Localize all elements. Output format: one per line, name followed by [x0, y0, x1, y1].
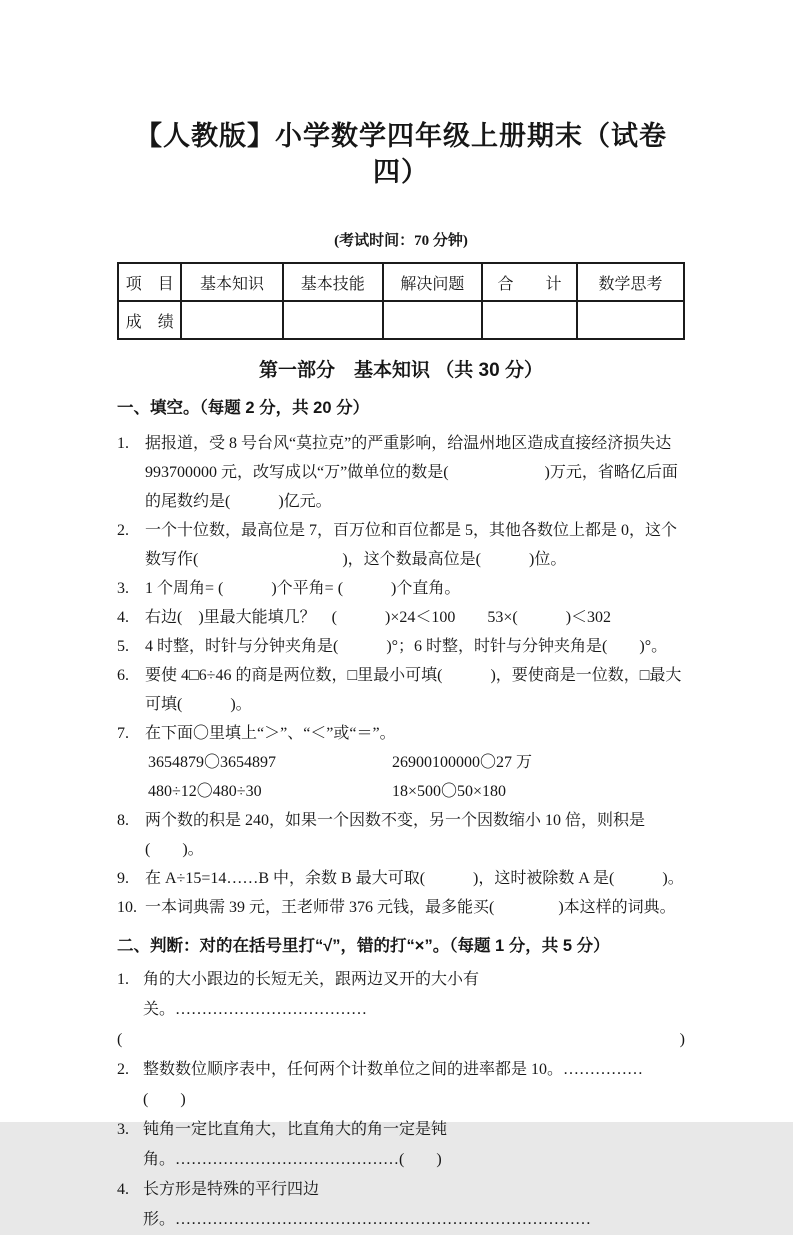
question-number: 1. — [117, 971, 129, 988]
score-row-label: 成 绩 — [118, 301, 181, 339]
fill-section-heading: 一、填空。（每题 2 分，共 20 分） — [117, 399, 370, 417]
score-header-total: 合 计 — [482, 263, 577, 301]
comparison-row — [145, 777, 685, 806]
question-text: 两个数的积是 240，如果一个因数不变，另一个因数缩小 10 倍，则积是( )。 — [145, 812, 646, 858]
question-number: 2. — [117, 1061, 129, 1078]
question-number: 4. — [117, 609, 129, 626]
score-cell-empty — [577, 301, 684, 339]
judge-section-heading: 二、判断：对的在括号里打“√”，错的打“×”。（每题 1 分，共 5 分） — [117, 937, 610, 955]
question-number: 3. — [117, 580, 129, 597]
score-table-value-row — [118, 301, 684, 339]
question-body — [145, 719, 685, 806]
score-table — [117, 262, 685, 340]
judge-question-1 — [117, 965, 685, 1025]
fill-question-8 — [117, 806, 685, 864]
fill-question-3 — [117, 574, 685, 603]
question-text: 一个十位数，最高位是 7，百万位和百位都是 5，其他各数位上都是 0，这个数写作( )，这个数最高位是( )位。 — [145, 522, 678, 568]
question-number: 1. — [117, 435, 129, 452]
score-cell-empty — [181, 301, 282, 339]
score-table-header-row — [118, 263, 684, 301]
score-header-math-thinking: 数学思考 — [577, 263, 684, 301]
score-cell-empty — [482, 301, 577, 339]
fill-question-10 — [117, 893, 685, 922]
question-number: 7. — [117, 725, 129, 742]
fill-question-1 — [117, 429, 685, 516]
question-text: 1 个周角= ( )个平角= ( )个直角。 — [145, 580, 461, 597]
question-text: 钝角一定比直角大，比直角大的角一定是钝角。……………………………………( ) — [143, 1121, 448, 1168]
question-number: 5. — [117, 638, 129, 655]
part1-heading: 第一部分 基本知识 （共 30 分） — [259, 360, 543, 381]
question-number: 2. — [117, 522, 129, 539]
open-paren: ( — [117, 1031, 123, 1048]
fill-question-7 — [117, 719, 685, 806]
question-text: 角的大小跟边的长短无关，跟两边叉开的大小有关。……………………………… — [143, 971, 480, 1018]
score-cell-empty — [383, 301, 482, 339]
score-header-problem-solving: 解决问题 — [383, 263, 482, 301]
fill-question-9 — [117, 864, 685, 893]
page-title: 【人教版】小学数学四年级上册期末（试卷四） — [135, 121, 667, 187]
question-text: 据报道，受 8 号台风“莫拉克”的严重影响，给温州地区造成直接经济损失达 993700000 元，改写成以“万”做单位的数是( )万元，省略亿后面的尾数约是( )亿元。 — [145, 435, 678, 510]
fill-question-6 — [117, 661, 685, 719]
judge-question-2 — [117, 1055, 685, 1115]
question-number: 4. — [117, 1181, 129, 1198]
question-text: 一本词典需 39 元，王老师带 376 元钱，最多能买( )本这样的词典。 — [145, 899, 676, 916]
judge-question-list — [117, 965, 685, 1235]
question-text: 4 时整，时针与分钟夹角是( )°；6 时整，时针与分钟夹角是( )°。 — [145, 638, 668, 655]
score-header-basic-knowledge: 基本知识 — [181, 263, 282, 301]
judge-question-3 — [117, 1115, 685, 1175]
question-number: 10. — [117, 899, 137, 916]
question-text: 整数数位顺序表中，任何两个计数单位之间的进率都是 10。……………( ) — [143, 1061, 644, 1108]
judge-question-4 — [117, 1175, 685, 1235]
question-text: 在 A÷15=14……B 中，余数 B 最大可取( )，这时被除数 A 是( )。 — [145, 870, 684, 887]
question-number: 8. — [117, 812, 129, 829]
fill-question-2 — [117, 516, 685, 574]
comparison-expression: 18×500〇50×180 — [392, 783, 507, 800]
fill-question-list — [117, 429, 685, 922]
score-cell-empty — [283, 301, 383, 339]
fill-question-4 — [117, 603, 685, 632]
question-text: 要使 4□6÷46 的商是两位数，□里最小可填( )，要使商是一位数，□最大可填( )。 — [145, 667, 682, 713]
comparison-expression: 26900100000〇27 万 — [392, 754, 533, 771]
comparison-expression: 3654879〇3654897 — [148, 754, 277, 771]
question-number: 9. — [117, 870, 129, 887]
score-header-basic-skills: 基本技能 — [283, 263, 383, 301]
comparison-expression: 480÷12〇480÷30 — [148, 783, 262, 800]
question-number: 6. — [117, 667, 129, 684]
question-text: 在下面〇里填上“＞”、“＜”或“＝”。 — [145, 725, 396, 742]
exam-time-note: (考试时间：70 分钟) — [334, 233, 468, 249]
judge-question-1-answer-parens — [117, 1025, 685, 1055]
comparison-row — [145, 748, 685, 777]
question-text: 右边( )里最大能填几？ ( )×24＜100 53×( )＜302 — [145, 609, 612, 626]
close-paren: ) — [679, 1031, 685, 1048]
score-header-item: 项 目 — [118, 263, 181, 301]
fill-question-5 — [117, 632, 685, 661]
question-text: 长方形是特殊的平行四边形。…………………………………………………………………… — [143, 1181, 592, 1228]
question-number: 3. — [117, 1121, 129, 1138]
